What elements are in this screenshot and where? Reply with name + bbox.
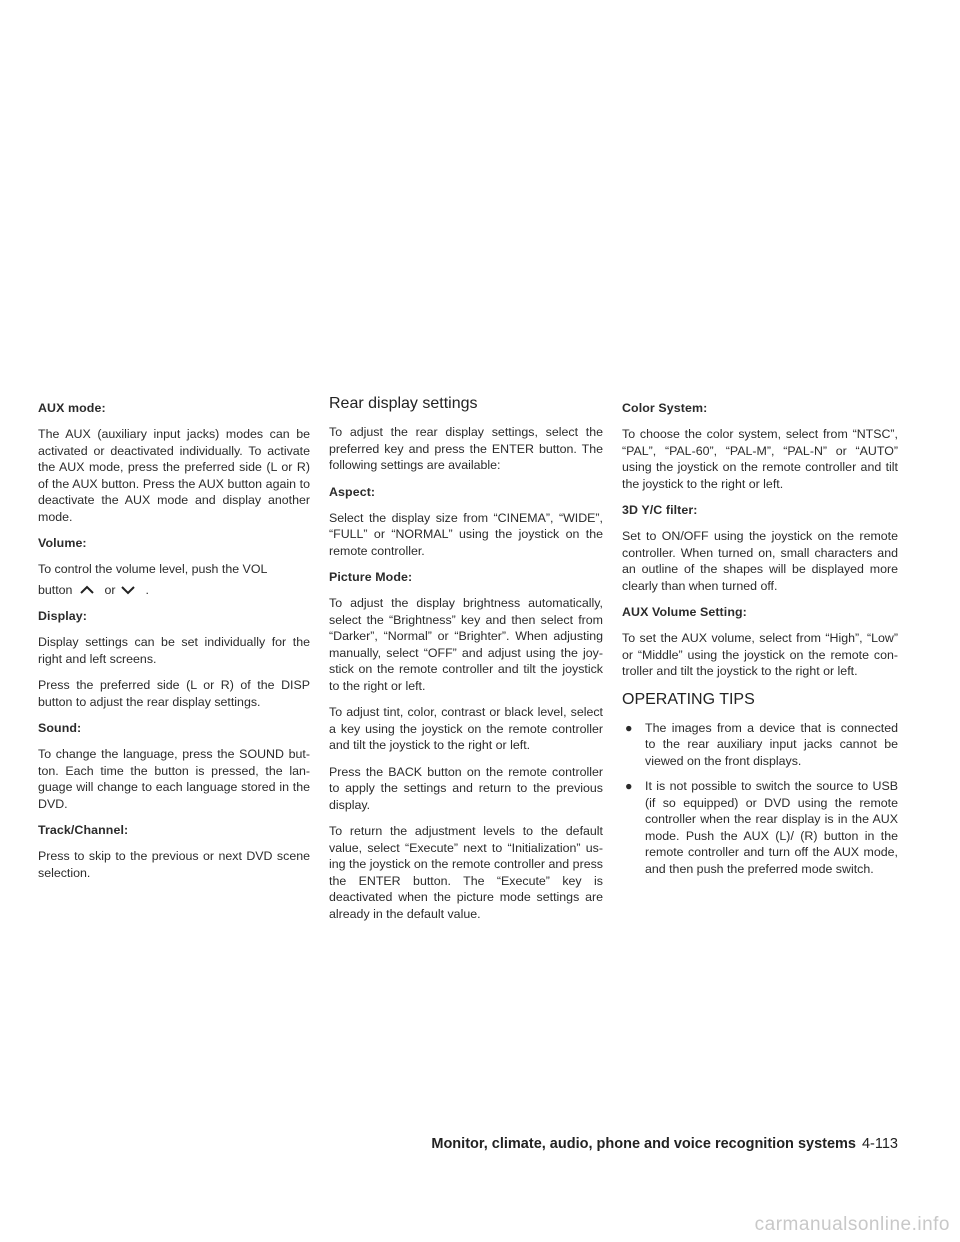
tip-text: It is not possible to switch the source to USB (if so equipped) or DVD using the remote controller when the rear display is in the AUX mode. Push the AUX (L)/ (R) button in the remote controller and turn off the AUX mode, and then push the preferred mode switch. bbox=[645, 779, 898, 876]
color-system-text: To choose the color system, select from “NTSC”, “PAL”, “PAL-60”, “PAL-M”, “PAL-N” or “AUTO” using the joystick on the remote controller and tilt the joystick to the right or left. bbox=[622, 427, 898, 491]
aux-volume-text: To set the AUX volume, select from “High”, “Low” or “Middle” using the joystick on the remote con-troller and tilt the joystick to the right or left. bbox=[622, 631, 898, 678]
picture-mode-text-4: To return the adjustment levels to the default value, select “Execute” next to “Initialization” us-ing the joystick on the remote controller and press the ENTER button. The “Execute” key is deactivated when the picture mode settings are already in the default value. bbox=[329, 824, 603, 921]
bullet-icon: ● bbox=[625, 720, 633, 735]
aux-mode-text: The AUX (auxiliary input jacks) modes can be activated or deactivated individually. To activate the AUX mode, press the preferred side (L or R) of the AUX button. Press the AUX button again to deactivate the AUX mode and display another mode. bbox=[38, 427, 310, 524]
volume-or-word: or bbox=[104, 582, 116, 597]
operating-tips-list bbox=[622, 720, 898, 878]
volume-buttons-line bbox=[38, 582, 310, 599]
volume-period: . bbox=[145, 582, 149, 597]
picture-mode-text-2: To adjust tint, color, contrast or black level, select a key using the joystick on the remote controller and tilt the joystick to the right or left. bbox=[329, 705, 603, 752]
footer-title: Monitor, climate, audio, phone and voice recognition systems bbox=[431, 1136, 856, 1152]
display-heading: Display: bbox=[38, 609, 88, 623]
picture-mode-text-3: Press the BACK button on the remote controller to apply the settings and return to the previous display. bbox=[329, 764, 603, 812]
sound-text: To change the language, press the SOUND but-ton. Each time the button is pressed, the lan-guage will change to each language stored in the DVD. bbox=[38, 747, 310, 811]
watermark: carmanualsonline.info bbox=[754, 1214, 950, 1235]
page-number: 4-113 bbox=[861, 1136, 898, 1152]
operating-tips-heading: OPERATING TIPS bbox=[622, 690, 755, 708]
yc-filter-text: Set to ON/OFF using the joystick on the remote controller. When turned on, small characters and an outline of the shapes will be displayed more clearly than when turned off. bbox=[622, 529, 898, 593]
rear-display-heading: Rear display settings bbox=[329, 395, 478, 412]
aux-mode-heading: AUX mode: bbox=[38, 401, 106, 415]
track-text: Press to skip to the previous or next DVD scene selection. bbox=[38, 849, 310, 880]
color-system-heading: Color System: bbox=[622, 401, 708, 415]
display-text-1: Display settings can be set individually for the right and left screens. bbox=[38, 635, 310, 666]
column-1 bbox=[38, 400, 310, 891]
chevron-up-icon bbox=[78, 584, 96, 596]
volume-text: To control the volume level, push the VOL bbox=[38, 562, 268, 576]
page-footer bbox=[431, 1136, 898, 1152]
aux-volume-heading: AUX Volume Setting: bbox=[622, 605, 747, 619]
column-2 bbox=[329, 395, 603, 932]
bullet-icon: ● bbox=[625, 779, 633, 793]
list-item bbox=[622, 778, 898, 877]
column-3 bbox=[622, 400, 898, 886]
chevron-down-icon bbox=[119, 584, 137, 596]
display-text-2: Press the preferred side (L or R) of the DISP button to adjust the rear display settings. bbox=[38, 678, 310, 709]
track-heading: Track/Channel: bbox=[38, 823, 129, 837]
list-item bbox=[622, 720, 898, 770]
rear-display-text: To adjust the rear display settings, select the preferred key and press the ENTER button. The following settings are available: bbox=[329, 425, 603, 472]
yc-filter-heading: 3D Y/C filter: bbox=[622, 503, 698, 517]
tip-text: The images from a device that is connected to the rear auxiliary input jacks cannot be viewed on the front displays. bbox=[645, 720, 898, 768]
picture-mode-text-1: To adjust the display brightness automatically, select the “Brightness” key and then select from “Darker”, “Normal” or “Brighter”. When adjusting manually, select “OFF” and adjust using the joy-stick on the remote controller and tilt the joystick to the right or left. bbox=[329, 596, 603, 693]
aspect-text: Select the display size from “CINEMA”, “WIDE”, “FULL” or “NORMAL” using the joystick on the remote controller. bbox=[329, 510, 603, 558]
volume-button-word: button bbox=[38, 582, 73, 597]
picture-mode-heading: Picture Mode: bbox=[329, 570, 413, 584]
sound-heading: Sound: bbox=[38, 721, 82, 735]
volume-heading: Volume: bbox=[38, 536, 87, 550]
aspect-heading: Aspect: bbox=[329, 484, 376, 499]
